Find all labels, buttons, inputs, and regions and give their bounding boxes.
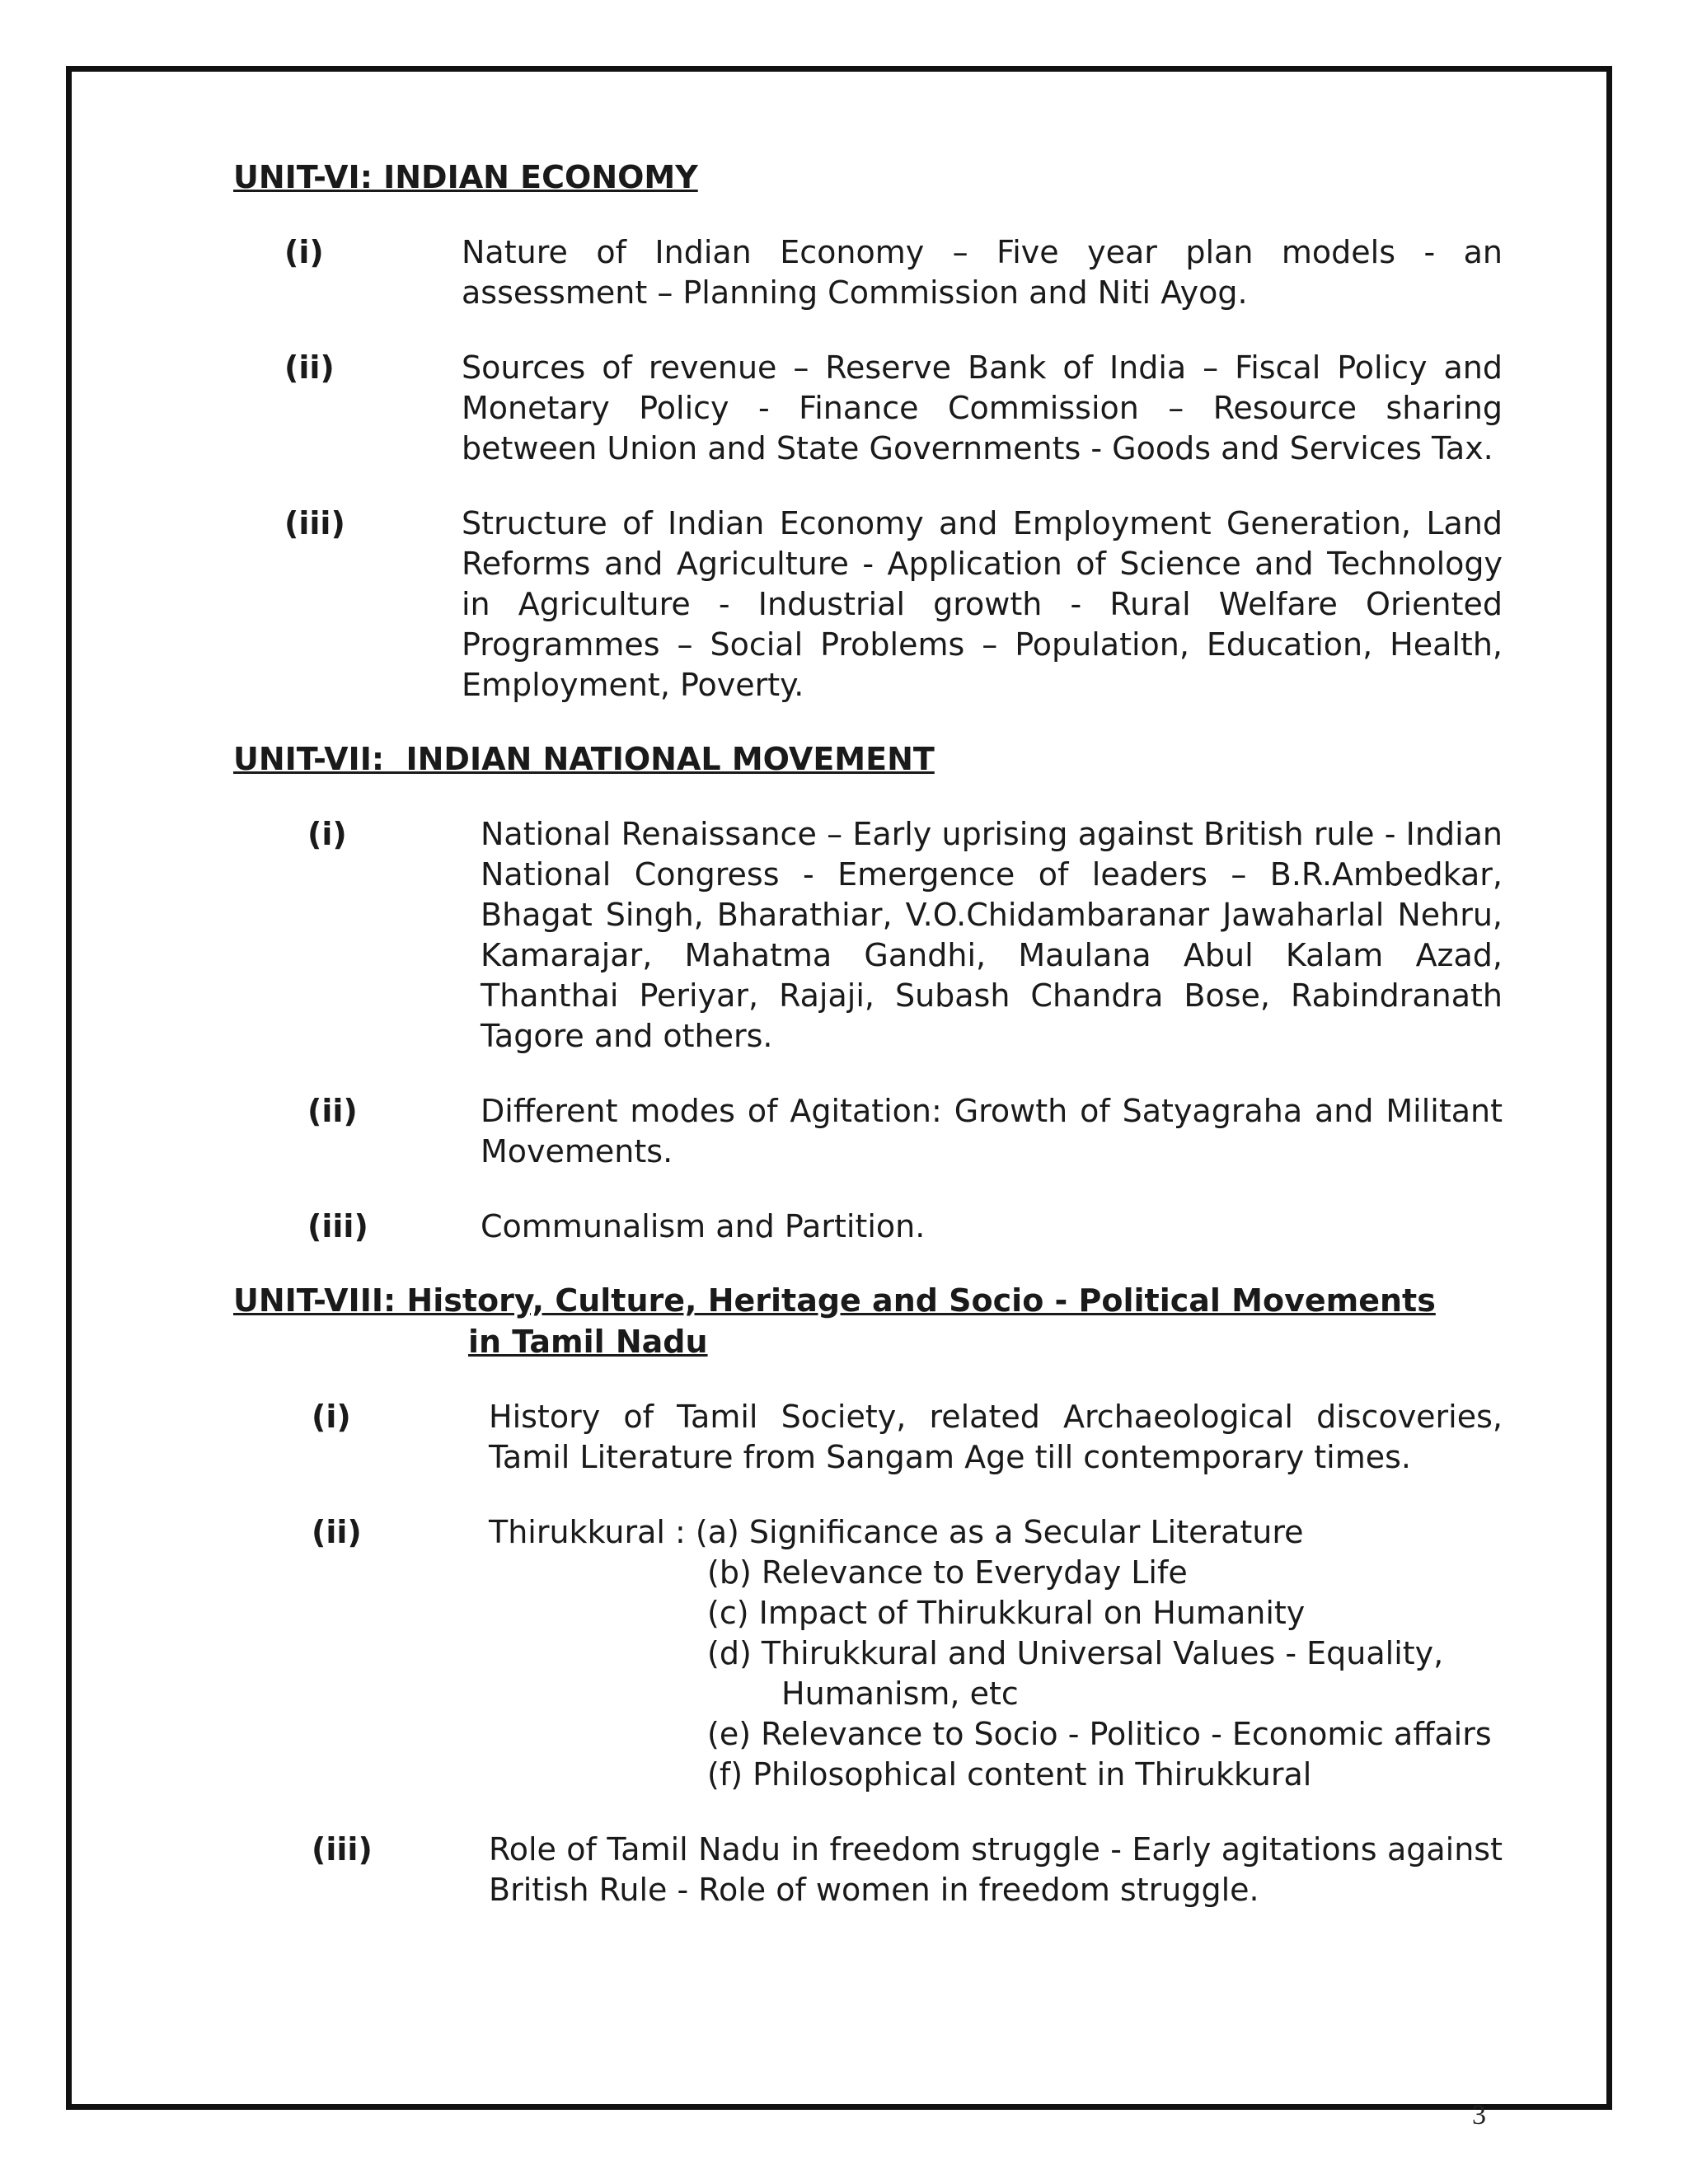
thirukkural-lead: Thirukkural : (a) Significance as a Secular Literature — [489, 1514, 1304, 1550]
topic-number: (i) — [312, 1399, 351, 1435]
thirukkural-topic — [489, 1512, 1503, 1795]
unit-7-section — [233, 738, 1503, 1247]
topic-text: Role of Tamil Nadu in freedom struggle - Early agitations against British Rule - Role of women in freedom struggle. — [489, 1831, 1503, 1908]
unit-7-topic-2 — [233, 1091, 1503, 1172]
unit-8-section — [233, 1280, 1503, 1910]
thirukkural-sub-d: (d) Thirukkural and Universal Values - Equality, — [707, 1635, 1444, 1671]
thirukkural-sub-c: (c) Impact of Thirukkural on Humanity — [707, 1595, 1306, 1631]
topic-number: (i) — [307, 816, 347, 852]
unit-6-topic-1 — [233, 232, 1503, 313]
topic-text: Structure of Indian Economy and Employment Generation, Land Reforms and Agriculture - Application of Science and Technology in Agriculture - Industrial growth - Rural Welfare Oriented Programmes – Social Problems – Population, Education, Health, Employment, Poverty. — [462, 505, 1503, 703]
unit-6-topic-3 — [233, 504, 1503, 705]
unit-7-topic-3 — [233, 1207, 1503, 1247]
unit-8-topic-1 — [233, 1397, 1503, 1478]
topic-text: Different modes of Agitation: Growth of Satyagraha and Militant Movements. — [481, 1093, 1503, 1169]
thirukkural-sub-b: (b) Relevance to Everyday Life — [707, 1554, 1188, 1591]
unit-8-topic-2 — [233, 1512, 1503, 1795]
topic-number: (ii) — [284, 349, 335, 386]
thirukkural-sub-f: (f) Philosophical content in Thirukkural — [707, 1756, 1312, 1793]
thirukkural-sub-d-continued: Humanism, etc — [781, 1675, 1019, 1712]
unit-6-section — [233, 157, 1503, 705]
page-number: 3 — [1472, 2100, 1486, 2130]
unit-7-topic-1 — [233, 814, 1503, 1057]
unit-8-heading-line-2: in Tamil Nadu — [468, 1324, 708, 1360]
unit-6-heading: UNIT-VI: INDIAN ECONOMY — [233, 159, 698, 195]
syllabus-content — [233, 157, 1503, 1910]
thirukkural-sub-e: (e) Relevance to Socio - Politico - Economic affairs — [707, 1716, 1492, 1752]
unit-8-heading-line-1: UNIT-VIII: History, Culture, Heritage and Socio - Political Movements — [233, 1282, 1436, 1319]
unit-8-topic-3 — [233, 1830, 1503, 1910]
unit-8-heading — [233, 1280, 1503, 1362]
topic-number: (iii) — [307, 1208, 368, 1244]
topic-number: (ii) — [307, 1093, 358, 1129]
topic-text: History of Tamil Society, related Archaeological discoveries, Tamil Literature from Sangam Age till contemporary times. — [489, 1399, 1503, 1475]
topic-number: (i) — [284, 234, 324, 270]
unit-7-heading: UNIT-VII: INDIAN NATIONAL MOVEMENT — [233, 741, 935, 777]
topic-text: Nature of Indian Economy – Five year plan models - an assessment – Planning Commission and Niti Ayog. — [462, 234, 1503, 311]
topic-number: (ii) — [312, 1514, 362, 1550]
topic-text: Communalism and Partition. — [481, 1208, 926, 1244]
topic-number: (iii) — [312, 1831, 373, 1868]
topic-number: (iii) — [284, 505, 345, 541]
topic-text: National Renaissance – Early uprising against British rule - Indian National Congress - Emergence of leaders – B.R.Ambedkar, Bhagat Singh, Bharathiar, V.O.Chidambaranar Jawaharlal Nehru, Kamarajar, Mahatma Gandhi, Maulana Abul Kalam Azad, Thanthai Periyar, Rajaji, Subash Chandra Bose, Rabindranath Tagore and others. — [481, 816, 1503, 1054]
topic-text: Sources of revenue – Reserve Bank of India – Fiscal Policy and Monetary Policy - Finance Commission – Resource sharing between Union and State Governments - Goods and Services Tax. — [462, 349, 1503, 466]
unit-6-topic-2 — [233, 348, 1503, 469]
